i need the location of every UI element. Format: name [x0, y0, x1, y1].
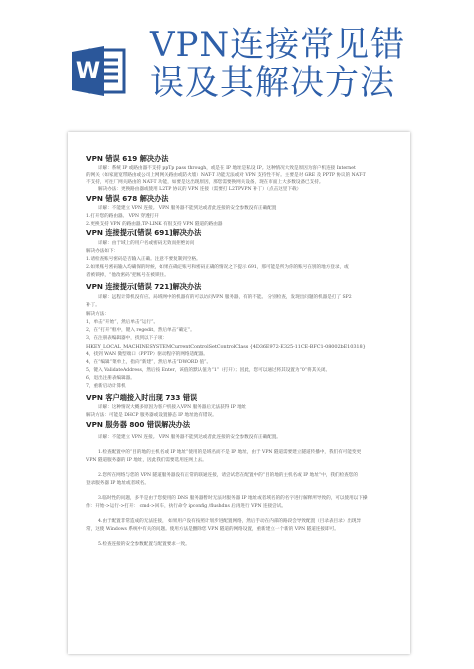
- document-page: [68, 132, 410, 654]
- body-line: 6，退出注册表编辑器。: [86, 376, 135, 381]
- body-line: 7，重新启动计算机: [86, 384, 126, 389]
- body-line: 解决办法如下：: [86, 249, 119, 254]
- body-line: 2，在“打开”框中，键入 regedit，然后单击“确定”。: [86, 328, 195, 333]
- body-line: 2.如果账号密码输入均确保的时候，如果在确定账号和密码正确的情况之下提示 691，那可能是所为你的账号在别的地方登录，或: [86, 265, 349, 270]
- body-line: 3，在注册表编辑器中，找到以下子项：: [86, 336, 168, 341]
- title-line-2: 误及其解决方法: [150, 63, 395, 103]
- section-heading-619: VPN 错误 619 解决办法: [86, 154, 169, 163]
- section-heading-733: VPN 客户端接入时出现 733 错误: [86, 393, 198, 402]
- body-line: 详解：系统 IP 或路由器不支持 ppTp pass through，或是在 IP 地址是私设 IP。这种情况大致是原因为客户机连接 Internet: [98, 166, 356, 171]
- body-line: 作：开始->运行->打开： cmd->回车，执行命令 ipconfig /flushdns 后再进行 VPN 连接尝试。: [86, 504, 286, 509]
- body-line: 解决办法：更换路由器或使用 L2TP 协议的 VPN 连接（需要打 L2TPVPN 补丁）（点击这里下载）: [98, 187, 302, 192]
- body-line: 详解：不能建立 VPN 连接。 VPN 服务器不能到达或者此连接的安全参数没有正确配置: [98, 206, 277, 211]
- body-line: HKEY_LOCAL_MACHINESYSTEMCurrentControlSetControlClass {4D36E972-E325-11CE-BFC1-08002bE10318}: [86, 344, 366, 350]
- body-line: 4，在“编辑”菜单上，指向“新建”，然后单击“DWORD 值”。: [86, 360, 212, 365]
- body-line: 1.请检查账号密码是否输入正确。注意不要复制到空格。: [86, 257, 201, 262]
- body-line: 详解：由于域上的用户名或密码无效而拒绝访问: [98, 241, 195, 246]
- body-line: 2.您所在网络与您的 VPN 隧道服务器没有正常的联通连接，请尝试您在配置中的“目的地的主机名或 IP 地址”中，我们检查您的: [98, 473, 358, 478]
- body-line: 3.临时性的问题，多半是由于您使用的 DNS 服务器暂时无法对服务器 IP 地址或者域名的的名字进行解释所导致的，可以使用以下操: [98, 496, 368, 501]
- title-line-1: VPN连接常见错: [150, 25, 406, 65]
- body-line: 不支持，可往厂网关路由的 NAT-T 功能，如要是这出现原因，那您需要换网关设备，现在市面上大多数设备已支持。: [86, 180, 324, 185]
- body-line: 5，键入 ValidateAddress，然后按 Enter，该值的默认值为“1”（打开）；因此，您可以通过将其设置为“0”将其关闭。: [86, 368, 331, 373]
- section-heading-691: VPN 连接提示[错误 691]解决办法: [86, 228, 202, 237]
- body-line: 2.更换支持 VPN 的路由器,TP-LINK 有很支持 VPN 隧道的路由器: [86, 222, 223, 227]
- body-line: 补丁。: [86, 303, 100, 308]
- body-line: 4.由于配置非常造成的无法连接， 如果用户没有按照计划步进配置网络，然后手动在内部的路段会导致配置（目录表目录）出现异: [98, 519, 362, 524]
- body-line: 1.打开您的路由器。 VPN 穿透打开: [86, 214, 159, 219]
- body-line: 1，单击“开始”，然后单击“运行”。: [86, 320, 159, 325]
- body-line: 详解：远程计算机没有应。局域网中的机器有的可以访问VPN 服务器，有的不能。 分别检查，发现出问题的机器是打了 SP2: [98, 295, 352, 300]
- body-line: 详解：这种情况大概多原因为客户机接入VPN 服务器后无法获得 IP 地址: [98, 405, 247, 410]
- body-line: 登录服务器 IP 地址或者域名。: [86, 481, 149, 486]
- body-line: 1.检查配置中的“目的地的主机名或 IP 地址”使用的是域名而不是 IP 地址，由于 VPN 隧道需要建立隧道传播中，我们有可能变更: [98, 450, 362, 455]
- svg-text:W: W: [75, 59, 101, 84]
- section-heading-721: VPN 连接提示[错误 721]解决办法: [86, 282, 202, 291]
- body-line: 5.检查连接的安全参数配置与配置要求一致。: [98, 542, 190, 547]
- section-heading-800: VPN 服务器 800 错误解决办法: [86, 420, 191, 429]
- body-line: 的网关（如家庭宽带路由或公司上网网关路由或防火墙）NAT-T 功能无法或对 VPN 支持性不好。主要是对 GRE 及 PPTP 协议的 NAT-T: [86, 173, 366, 178]
- banner: [0, 0, 474, 130]
- body-line: 常，这使 Windows 系统中有关的问题。使用方法是删除您 VPN 隧道的网络设置，重新建立一个新的 VPN 隧道连接即可。: [86, 527, 339, 532]
- body-line: 详解：不能建立 VPN 连接。 VPN 服务器不能到达或者此连接的安全参数没有正确配置。: [98, 435, 281, 440]
- body-line: 4，找到 WAN 微型端口（PPTP）驱动程序的网络适配器。: [86, 352, 208, 357]
- word-document-icon: [70, 42, 128, 100]
- section-heading-678: VPN 错误 678 解决办法: [86, 194, 169, 203]
- body-line: 者被锁掉，“他改密码”把帐号在被锁住。: [86, 273, 169, 278]
- body-line: 解决方法：: [86, 312, 109, 317]
- body-line: VPN 隧道服务器的 IP 地址，因此我们需要选用连网上去。: [86, 458, 207, 463]
- body-line: 解决方法：可能是 DHCP 服务器或设置静态 IP 地址池有错误。: [86, 413, 217, 418]
